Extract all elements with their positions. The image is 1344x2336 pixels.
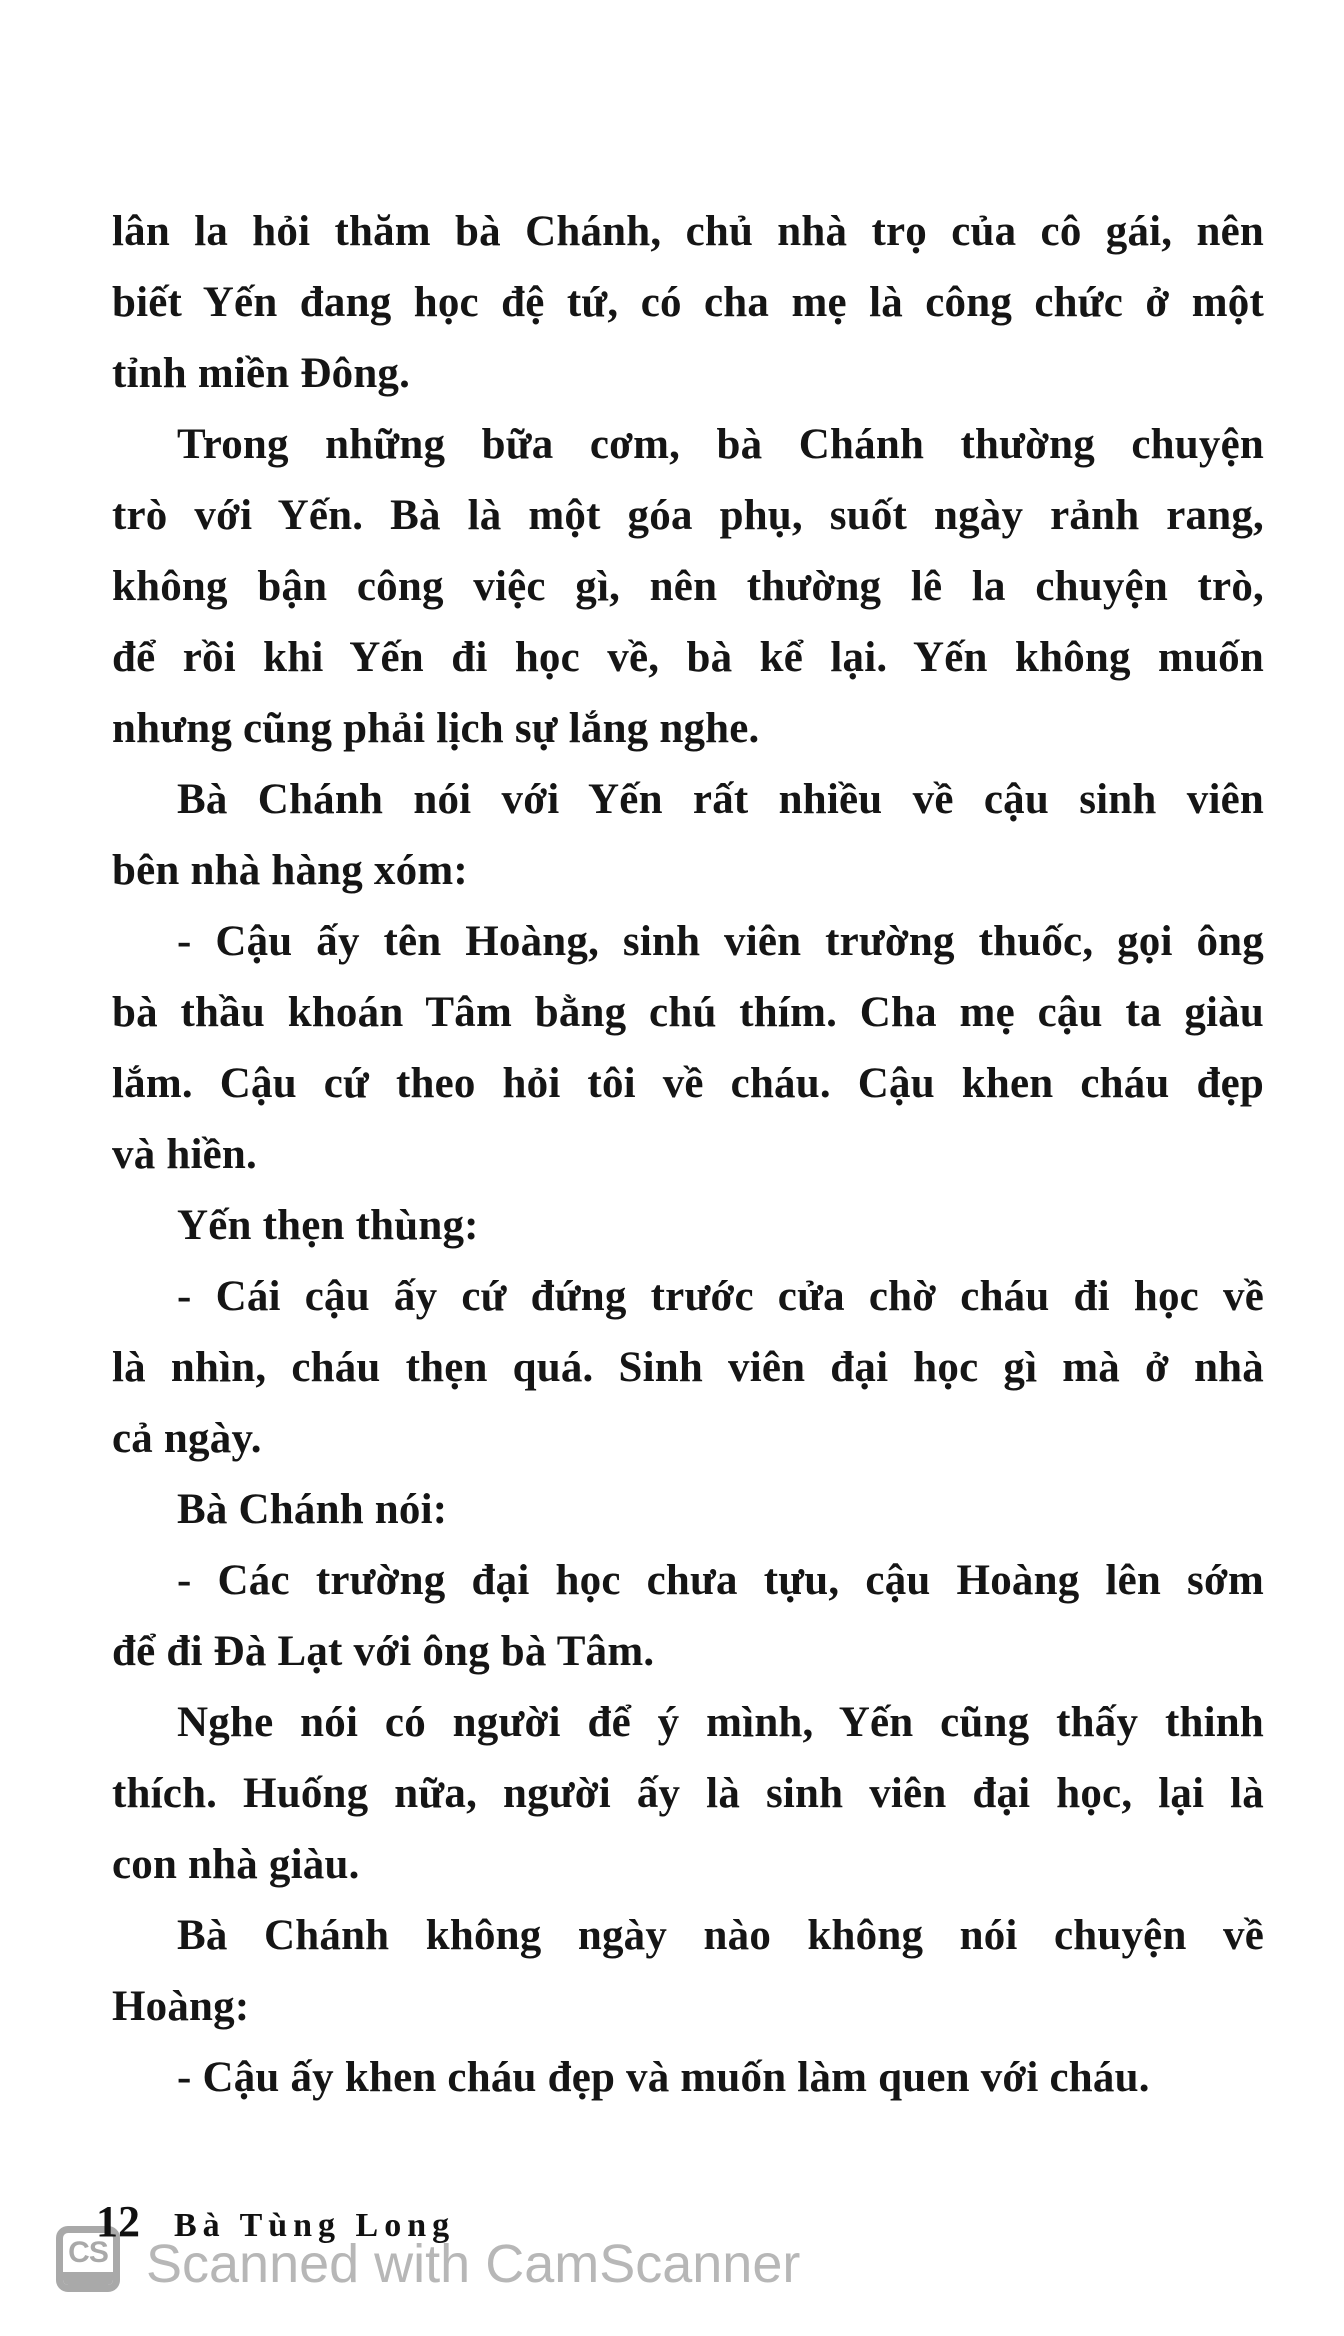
text-line: Bà Chánh nói với Yến rất nhiều về cậu sinh viên — [177, 776, 1264, 823]
text-line: và hiền. — [112, 1131, 257, 1178]
text-line: cả ngày. — [112, 1415, 262, 1462]
text-line: là nhìn, cháu thẹn quá. Sinh viên đại học gì mà ở nhà — [112, 1344, 1264, 1391]
text-line: Yến thẹn thùng: — [177, 1202, 479, 1249]
text-line: lân la hỏi thăm bà Chánh, chủ nhà trọ của cô gái, nên — [112, 208, 1264, 255]
text-line: thích. Huống nữa, người ấy là sinh viên đại học, lại là — [112, 1770, 1264, 1817]
camscanner-icon-bar — [63, 2272, 113, 2285]
text-line: lắm. Cậu cứ theo hỏi tôi về cháu. Cậu khen cháu đẹp — [112, 1060, 1264, 1107]
text-line: biết Yến đang học đệ tứ, có cha mẹ là công chức ở một — [112, 279, 1264, 326]
text-line: không bận công việc gì, nên thường lê la chuyện trò, — [112, 563, 1264, 610]
camscanner-watermark-text: Scanned with CamScanner — [146, 2234, 801, 2294]
page-number: 12 — [96, 2197, 140, 2246]
text-line: nhưng cũng phải lịch sự lắng nghe. — [112, 705, 760, 752]
text-line: để rồi khi Yến đi học về, bà kể lại. Yến không muốn — [112, 634, 1264, 681]
text-line: để đi Đà Lạt với ông bà Tâm. — [112, 1628, 655, 1675]
page-footer — [96, 2196, 455, 2252]
text-line: bà thầu khoán Tâm bằng chú thím. Cha mẹ cậu ta giàu — [112, 989, 1264, 1036]
text-line: - Cậu ấy tên Hoàng, sinh viên trường thuốc, gọi ông — [177, 918, 1264, 965]
page-text — [112, 196, 1264, 2113]
text-line: Hoàng: — [112, 1983, 250, 2030]
text-line: con nhà giàu. — [112, 1841, 360, 1888]
camscanner-icon-label: CS — [68, 2236, 108, 2269]
text-line: - Cậu ấy khen cháu đẹp và muốn làm quen với cháu. — [177, 2054, 1150, 2101]
text-line: Trong những bữa cơm, bà Chánh thường chuyện — [177, 421, 1264, 468]
text-line: bên nhà hàng xóm: — [112, 847, 468, 894]
text-line: - Các trường đại học chưa tựu, cậu Hoàng lên sớm — [177, 1557, 1264, 1604]
text-line: Bà Chánh nói: — [177, 1486, 448, 1533]
text-line: - Cái cậu ấy cứ đứng trước cửa chờ cháu đi học về — [177, 1273, 1264, 1320]
text-line: tỉnh miền Đông. — [112, 350, 411, 397]
text-line: Bà Chánh không ngày nào không nói chuyện về — [177, 1912, 1264, 1959]
text-line: Nghe nói có người để ý mình, Yến cũng thấy thinh — [177, 1699, 1264, 1746]
text-line: trò với Yến. Bà là một góa phụ, suốt ngày rảnh rang, — [112, 492, 1264, 539]
author-name: Bà Tùng Long — [174, 2207, 456, 2244]
